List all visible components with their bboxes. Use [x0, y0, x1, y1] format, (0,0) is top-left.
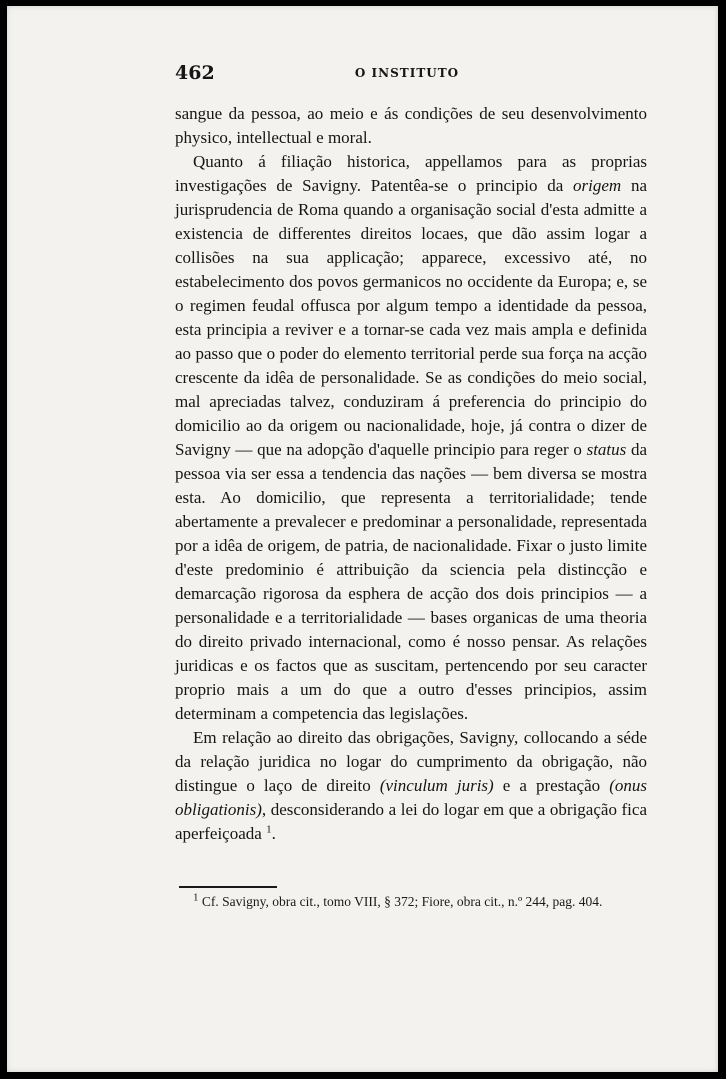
footnote [193, 891, 653, 910]
main-text [175, 102, 647, 846]
emphasis-vinculum-juris: (vinculum juris) [379, 776, 494, 795]
emphasis-onus-obligationis: (onus obligationis) [175, 776, 647, 819]
running-title: O INSTITUTO [354, 66, 460, 80]
book-page [7, 6, 718, 1072]
emphasis-status: status [586, 440, 627, 459]
footnote-marker: 1 [193, 891, 199, 904]
footnote-reference[interactable]: 1 [266, 823, 272, 836]
paragraph-2: Quanto á filiação historica, appellamos para as proprias investigações de Savigny. Patentêa-se o principio da origem na jurisprudencia de Roma quando a organisação social d'esta admitte a existencia de differentes direitos locaes, que dão assim logar a collisões na sua applicação; apparece, excessivo até, no estabelecimento dos povos germanicos no occidente da Europa; e, se o regimen feudal offusca por algum tempo a identidade da pessoa, esta principia a reviver e a tornar-se cada vez mais ampla e definida ao passo que o poder do elemento territorial perde sua força na acção crescente da idêa de personalidade. Se as condições do meio social, mal apreciadas talvez, conduziram á preferencia do principio do domicilio ao da origem ou nacionalidade, hoje, já contra o dizer de Savigny — que na adopção d'aquelle principio para reger o status da pessoa via ser essa a tendencia das nações — bem diversa se mostra esta. Ao domicilio, que representa a territorialidade; tende abertamente a prevalecer e predominar a personalidade, representada por a idêa de origem, de patria, de nacionalidade. Fixar o justo limite d'este predominio é attribuição da sciencia pela distincção e demarcação rigorosa da esphera de acção dos dois principios — a personalidade e a territorialidade — bases organicas de uma theoria do direito privado internacional, como é nosso pensar. As relações juridicas e os factos que as suscitam, pertencendo por seu caracter proprio mais a um do que a outro d'esses principios, assim determinam a competencia das legislações. [175, 152, 648, 723]
footnote-text: Cf. Savigny, obra cit., tomo VIII, § 372; Fiore, obra cit., n.º 244, pag. 404. [198, 894, 603, 909]
paragraph-3: Em relação ao direito das obrigações, Savigny, collocando a séde da relação juridica no logar do cumprimento da obrigação, não distingue o laço de direito (vinculum juris) e a prestação (onus obligationis), desconsiderando a lei do logar em que a obrigação fica aperfeiçoada $^1$. [175, 728, 647, 843]
emphasis-origem: origem [573, 176, 622, 195]
footnote-rule [179, 886, 277, 888]
page-header [167, 62, 647, 86]
paragraph-1: sangue da pessoa, ao meio e ás condições de seu desenvolvimento physico, intellectual e moral. [175, 104, 647, 147]
page-number: 462 [175, 62, 215, 84]
